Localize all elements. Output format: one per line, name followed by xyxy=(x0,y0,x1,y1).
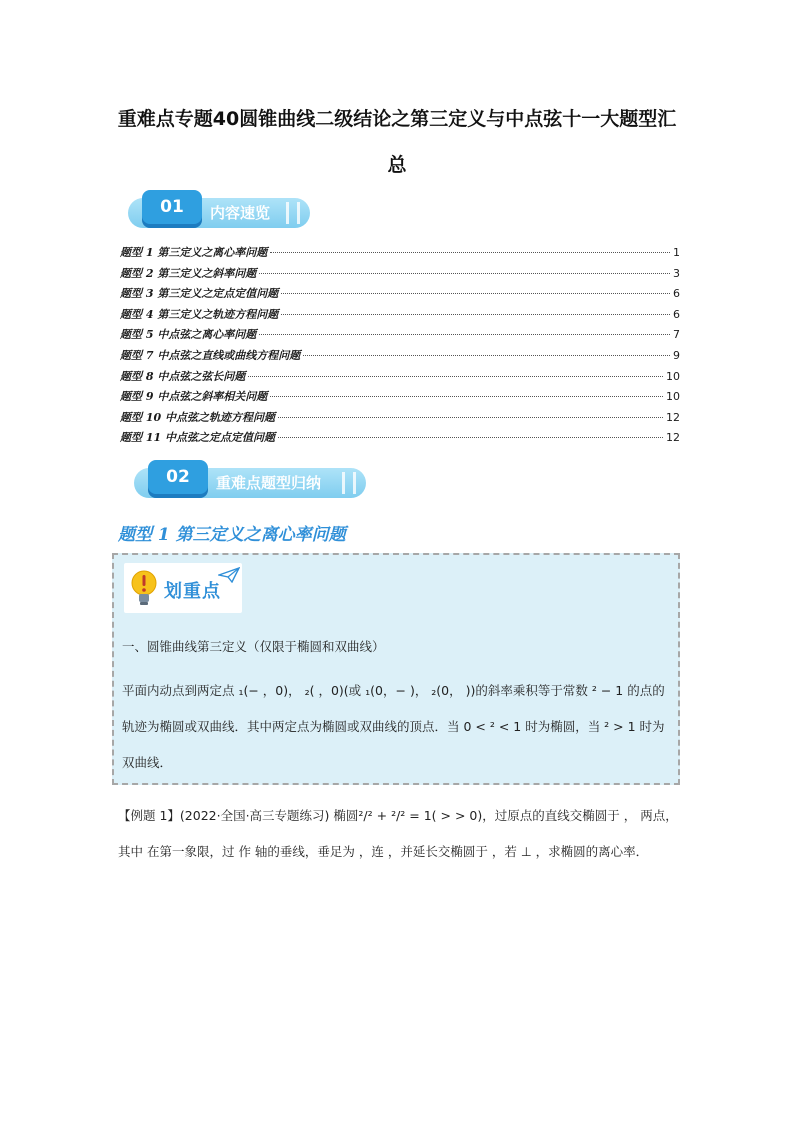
ribbon-number: 02 xyxy=(148,460,208,494)
toc-entry-page: 12 xyxy=(666,410,680,424)
key-point-label: 划重点 xyxy=(164,581,221,602)
toc-entry-page: 10 xyxy=(666,390,680,404)
toc-entry-title: 题型 3 第三定义之定点定值问题 xyxy=(120,287,279,301)
toc-leader-dots xyxy=(281,293,670,294)
toc-leader-dots xyxy=(278,417,663,418)
toc-leader-dots xyxy=(270,252,670,253)
toc-entry-title: 题型 5 中点弦之离心率问题 xyxy=(120,328,257,342)
toc-entry-title: 题型 7 中点弦之直线或曲线方程问题 xyxy=(120,348,301,362)
toc-entry[interactable] xyxy=(120,326,680,347)
toc-entry[interactable] xyxy=(120,244,680,265)
types-ribbon xyxy=(134,460,366,504)
toc-entry-page: 7 xyxy=(673,328,680,342)
toc-entry-title: 题型 4 第三定义之轨迹方程问题 xyxy=(120,307,279,321)
toc-entry-title: 题型 1 第三定义之离心率问题 xyxy=(120,246,268,259)
document-title: 重难点专题40圆锥曲线二级结论之第三定义与中点弦十一大题型汇总 xyxy=(117,108,677,176)
toc-entry-page: 3 xyxy=(673,266,680,280)
toc-leader-dots xyxy=(259,334,670,335)
example-problem: 【例题 1】(2022·全国·高三专题练习) 椭圆²/² + ²/² = 1( > > 0)，过原点的直线交椭圆于 ， 两点，其中 在第一象限，过 作 轴的垂线，垂足为 ，连 ，并延长交椭圆于 ，若 ⊥ ，求椭圆的离心率． xyxy=(118,808,678,859)
toc-leader-dots xyxy=(259,273,670,274)
section-heading: 题型 1 第三定义之离心率问题 xyxy=(118,525,346,545)
paper-plane-icon xyxy=(218,567,240,583)
toc-entry-title: 题型 11 中点弦之定点定值问题 xyxy=(120,431,275,445)
toc-entry[interactable] xyxy=(120,265,680,286)
contents-ribbon xyxy=(128,190,310,234)
toc-entry[interactable] xyxy=(120,409,680,430)
toc-entry[interactable] xyxy=(120,368,680,389)
lightbulb-icon xyxy=(128,567,160,609)
toc-entry-title: 题型 8 中点弦之弦长问题 xyxy=(120,369,246,383)
toc-entry[interactable] xyxy=(120,285,680,306)
key-point-heading: 一、圆锥曲线第三定义（仅限于椭圆和双曲线） xyxy=(122,639,385,654)
toc-entry[interactable] xyxy=(120,306,680,327)
toc-leader-dots xyxy=(281,314,670,315)
toc-entry-page: 12 xyxy=(666,431,680,445)
toc-entry-title: 题型 9 中点弦之斜率相关问题 xyxy=(120,390,268,404)
toc-entry[interactable] xyxy=(120,347,680,368)
ribbon-label: 内容速览 xyxy=(210,204,271,222)
toc-entry-page: 9 xyxy=(673,348,680,362)
toc-entry-title: 题型 10 中点弦之轨迹方程问题 xyxy=(120,410,275,424)
toc-leader-dots xyxy=(248,376,663,377)
key-point-badge xyxy=(124,563,242,613)
toc-entry-page: 10 xyxy=(666,369,680,383)
toc-entry[interactable] xyxy=(120,429,680,450)
toc-leader-dots xyxy=(303,355,670,356)
ribbon-number: 01 xyxy=(142,190,202,224)
ribbon-label: 重难点题型归纳 xyxy=(216,474,322,492)
toc-entry-title: 题型 2 第三定义之斜率问题 xyxy=(120,266,257,280)
key-point-paragraph: 平面内动点到两定点 ₁(− ，0)， ₂( ，0)(或 ₁(0，− )， ₂(0， ))的斜率乘积等于常数 ² − 1 的点的轨迹为椭圆或双曲线．其中两定点为椭圆或双曲线的顶点．当 0 < ² < 1 时为椭圆，当 ² > 1 时为双曲线． xyxy=(122,683,665,770)
toc-entry-page: 6 xyxy=(673,287,680,301)
toc-entry-page: 1 xyxy=(673,246,680,259)
key-point-box xyxy=(112,553,680,785)
toc-leader-dots xyxy=(278,437,663,438)
toc-entry[interactable] xyxy=(120,388,680,409)
toc-entry-page: 6 xyxy=(673,307,680,321)
toc-leader-dots xyxy=(270,396,663,397)
table-of-contents xyxy=(120,244,680,450)
